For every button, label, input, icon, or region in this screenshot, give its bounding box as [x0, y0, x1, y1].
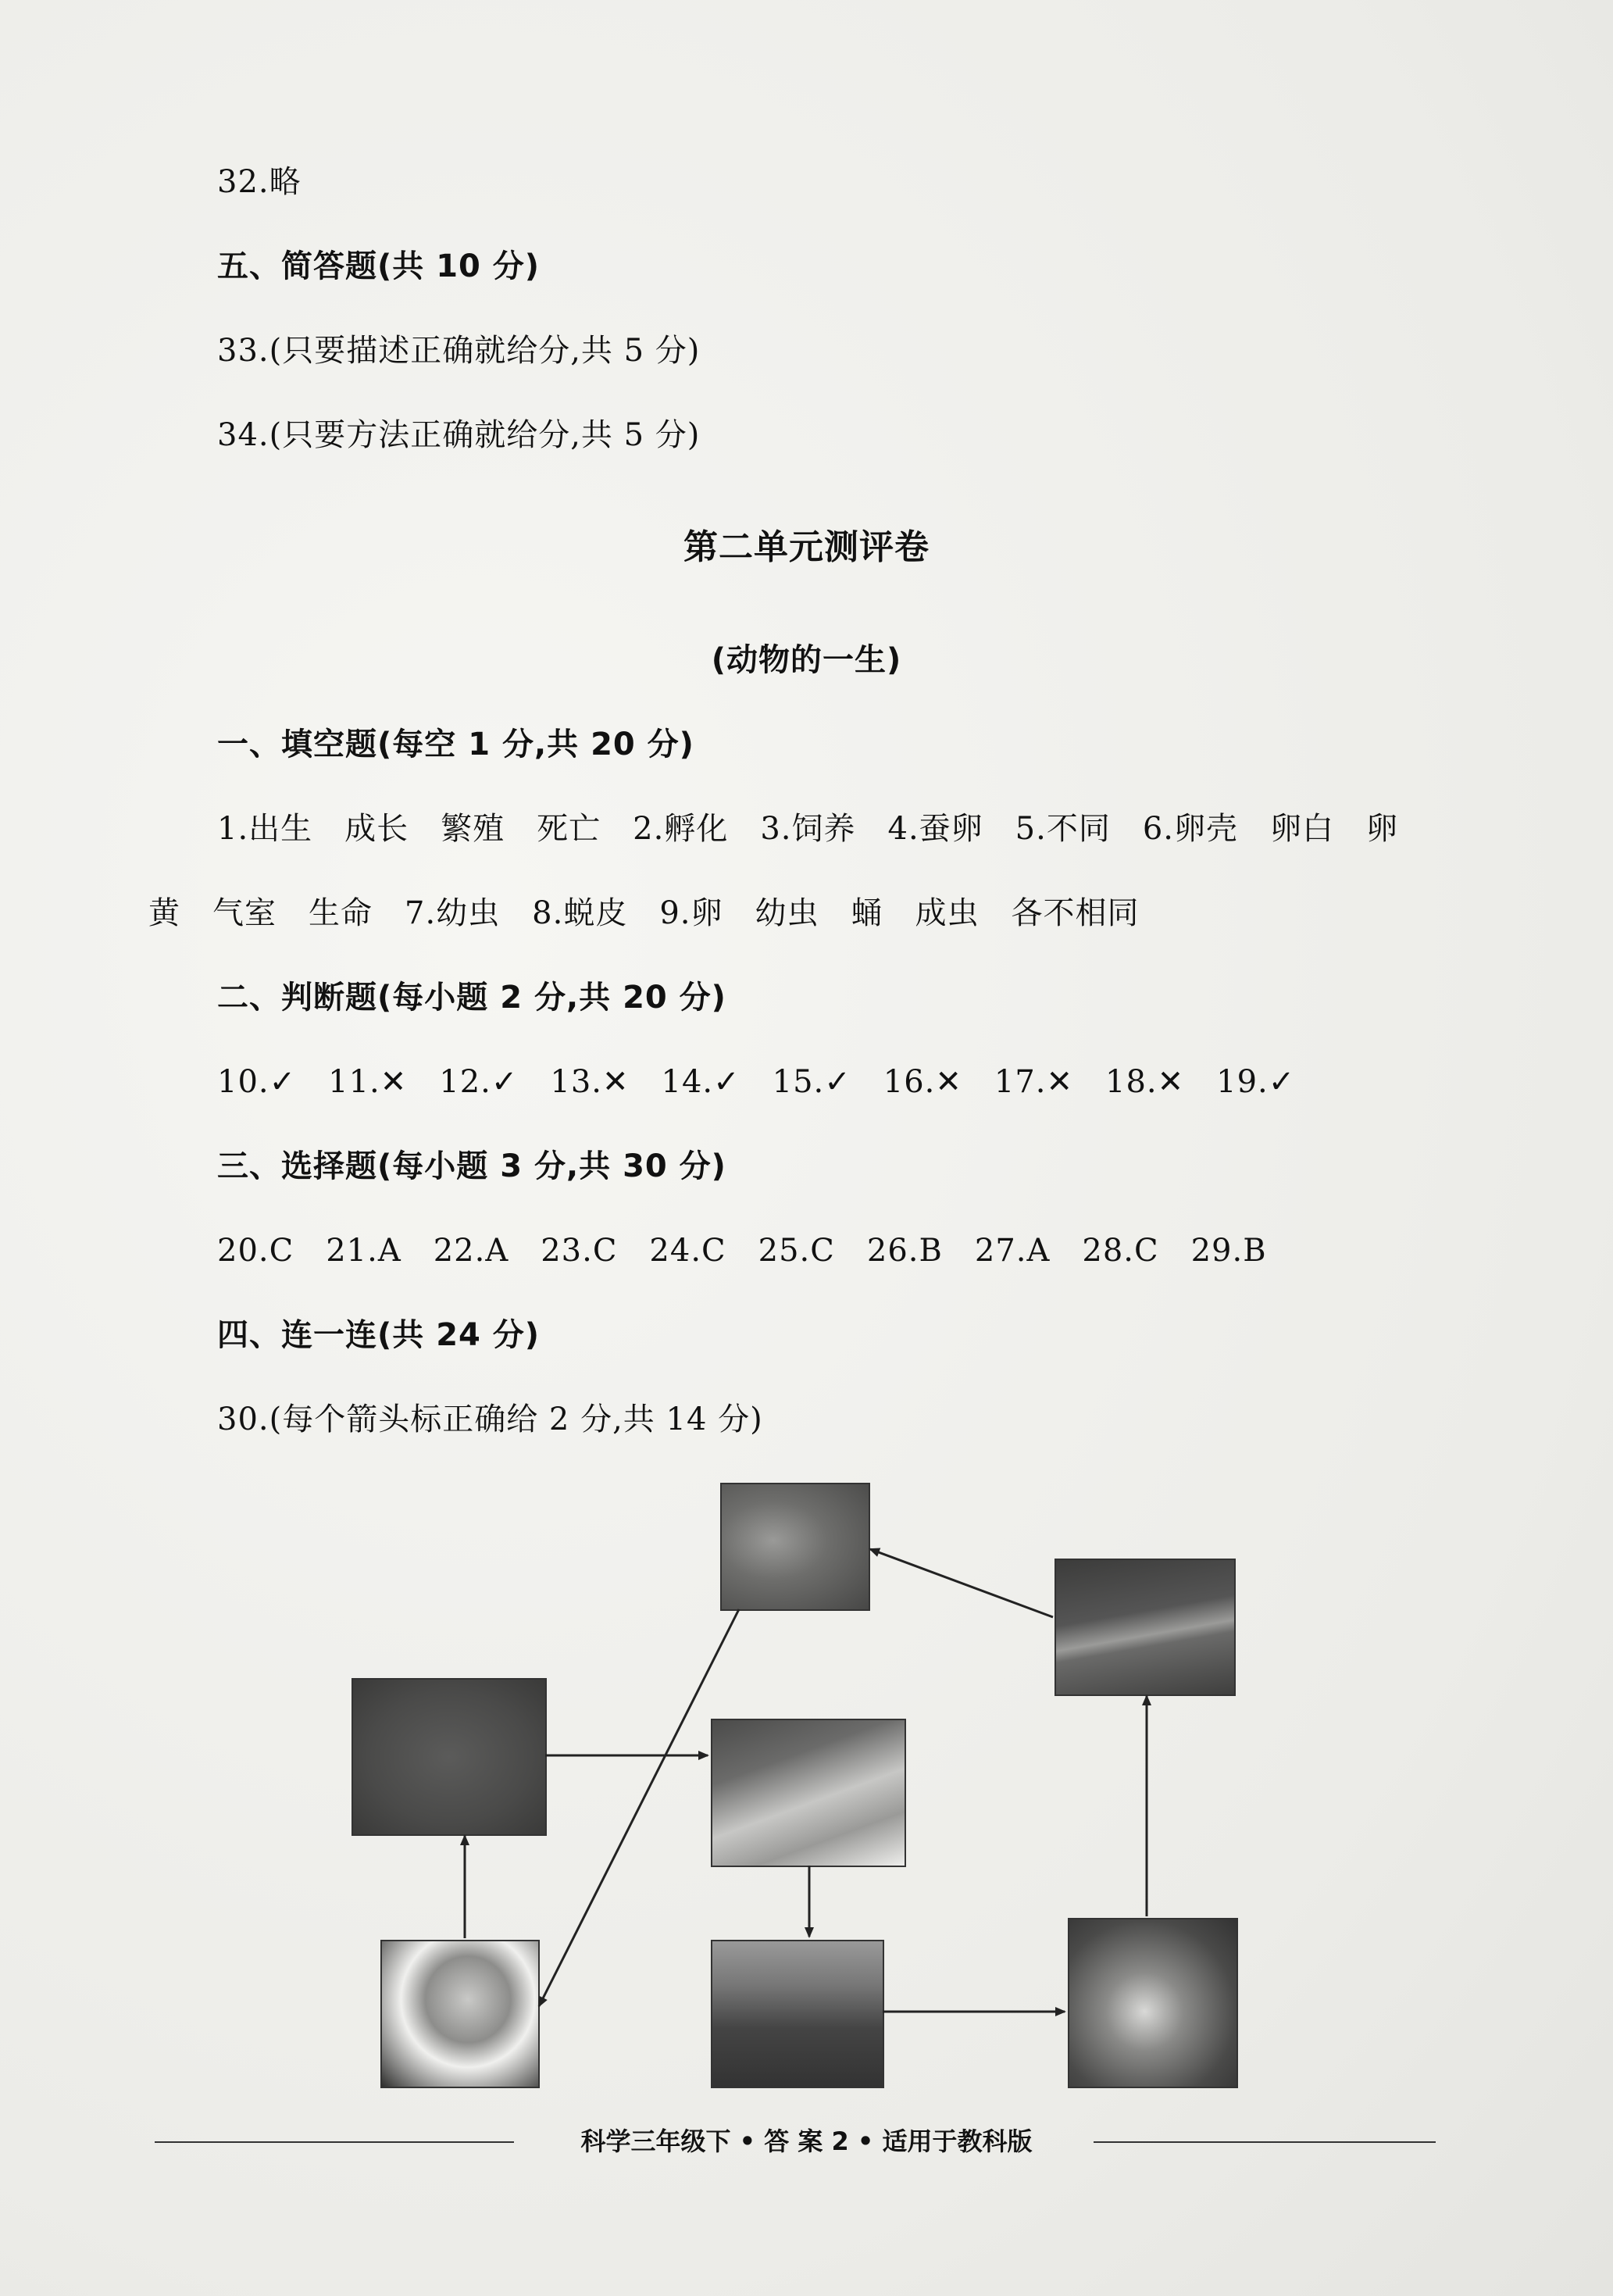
judge-answers: 10.✓ 11.✕ 12.✓ 13.✕ 14.✓ 15.✓ 16.✕ 17.✕ 18.✕ 19.✓ — [217, 1064, 1296, 1100]
section-5-heading: 五、简答题(共 10 分) — [217, 248, 541, 284]
fill-answers-line-2: 黄 气室 生命 7.幼虫 8.蜕皮 9.卵 幼虫 蛹 成虫 各不相同 — [148, 895, 1140, 931]
section-1-heading: 一、填空题(每空 1 分,共 20 分) — [217, 727, 694, 762]
answer-34: 34.(只要方法正确就给分,共 5 分) — [217, 417, 701, 453]
section-3-heading: 三、选择题(每小题 3 分,共 30 分) — [217, 1148, 726, 1184]
answer-32: 32.略 — [217, 164, 302, 200]
answer-33: 33.(只要描述正确就给分,共 5 分) — [217, 333, 701, 369]
choice-answers: 20.C 21.A 22.A 23.C 24.C 25.C 26.B 27.A 28.C 29.B — [217, 1233, 1267, 1269]
page-footer: 科学三年级下 • 答 案 2 • 适用于教科版 — [580, 2126, 1033, 2156]
answer-30: 30.(每个箭头标正确给 2 分,共 14 分) — [217, 1402, 763, 1437]
unit-subtitle: (动物的一生) — [711, 642, 902, 678]
unit-title: 第二单元测评卷 — [683, 527, 930, 567]
arrow-branch-to-cocoon — [870, 1549, 1053, 1617]
arrow-cocoon-to-moth — [539, 1609, 739, 2006]
fill-answers-line-1: 1.出生 成长 繁殖 死亡 2.孵化 3.饲养 4.蚕卵 5.不同 6.卵壳 卵白 卵 — [217, 811, 1398, 847]
section-4-heading: 四、连一连(共 24 分) — [217, 1317, 541, 1353]
section-2-heading: 二、判断题(每小题 2 分,共 20 分) — [217, 980, 726, 1016]
